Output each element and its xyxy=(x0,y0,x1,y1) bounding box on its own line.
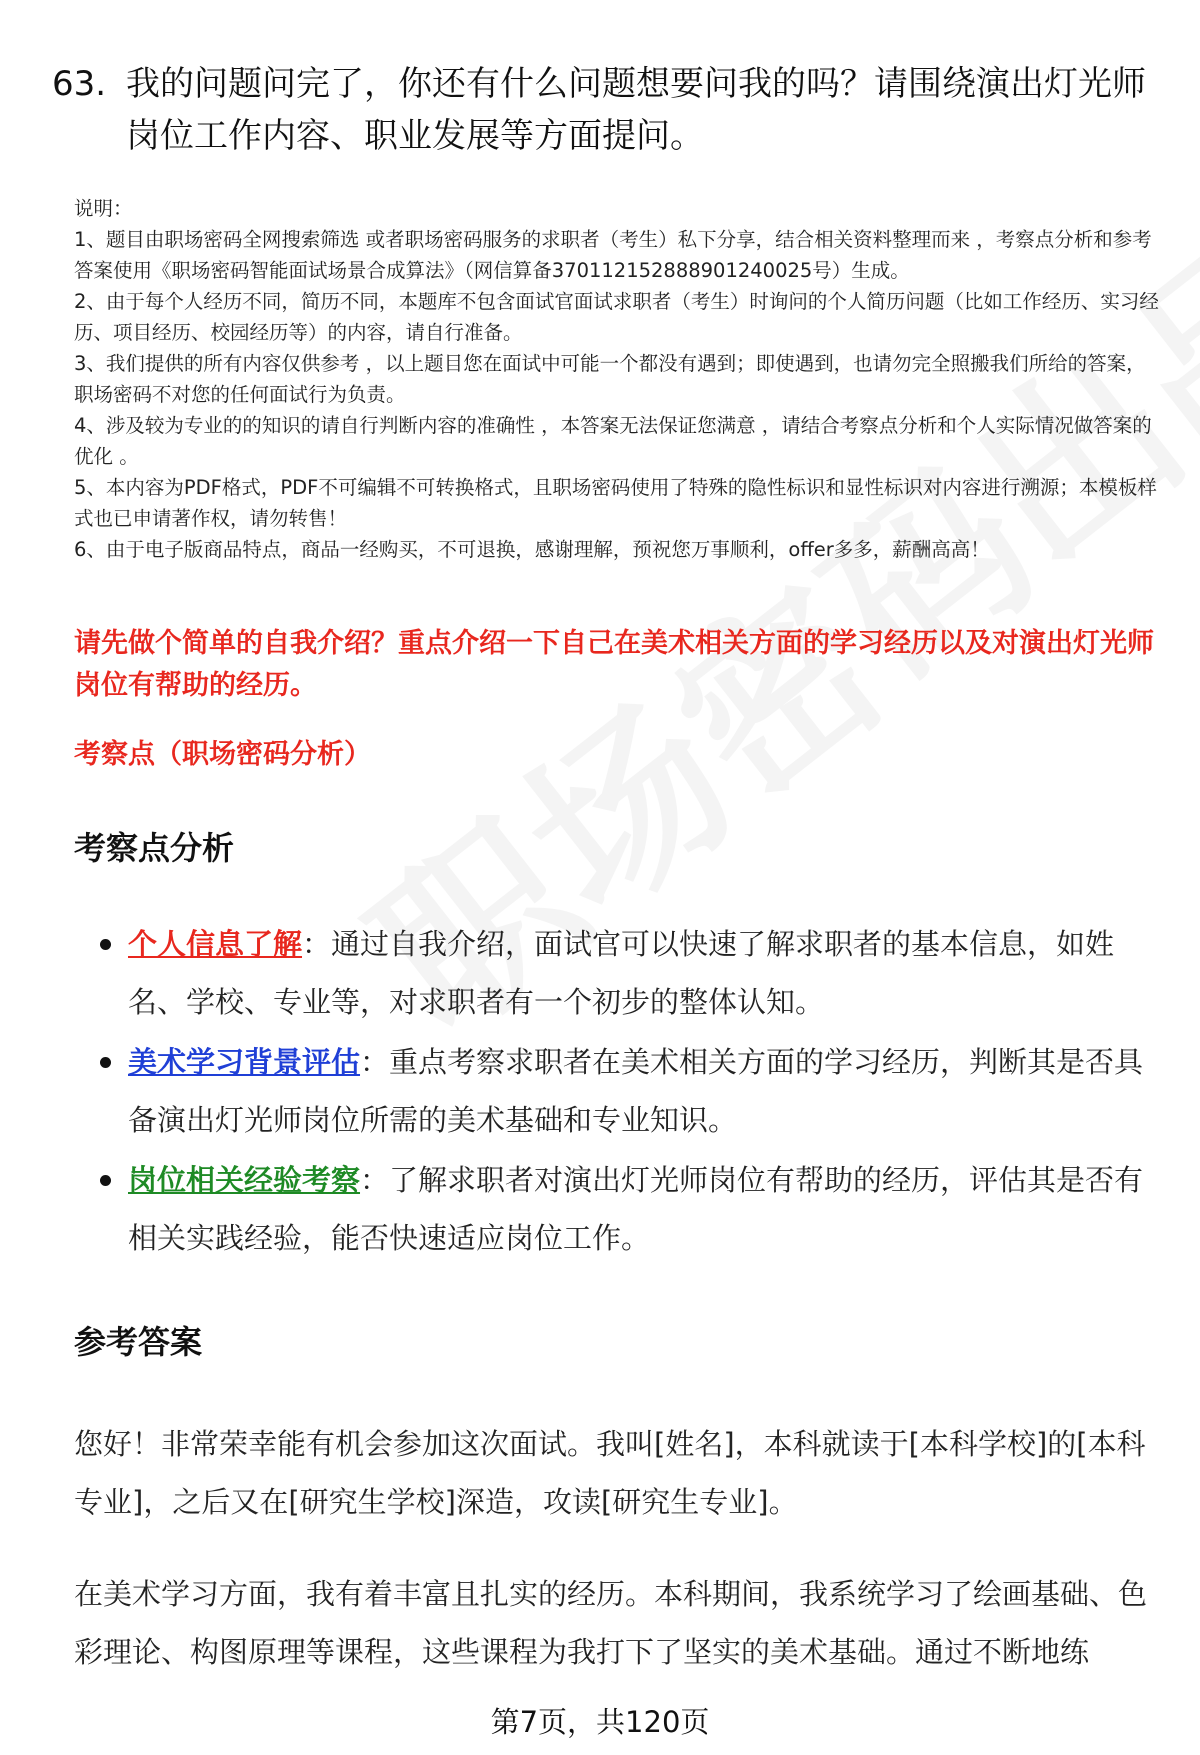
bullet-keyword: 个人信息了解 xyxy=(128,927,303,961)
list-item xyxy=(74,1151,1164,1267)
page-footer: 第7页，共120页 xyxy=(490,1705,710,1739)
note-item: 5、本内容为PDF格式，PDF不可编辑不可转换格式，且职场密码使用了特殊的隐性标识和显性标识对内容进行溯源；本模板样式也已申请著作权，请勿转售！ xyxy=(74,476,1157,530)
bullet-icon xyxy=(100,1175,111,1186)
note-item: 2、由于每个人经历不同，简历不同，本题库不包含面试官面试求职者（考生）时询问的个人简历问题（比如工作经历、实习经历、项目经历、校园经历等）的内容，请自行准备。 xyxy=(74,290,1159,344)
bullet-text: ：重点考察求职者在美术相关方面的学习经历，判断其是否具备演出灯光师岗位所需的美术基础和专业知识。 xyxy=(128,1045,1144,1137)
note-item: 6、由于电子版商品特点，商品一经购买，不可退换，感谢理解，预祝您万事顺利，offer多多，薪酬高高！ xyxy=(74,538,990,561)
section-heading-answer: 参考答案 xyxy=(74,1323,203,1361)
interview-question: 请先做个简单的自我介绍？重点介绍一下自己在美术相关方面的学习经历以及对演出灯光师岗位有帮助的经历。 xyxy=(74,628,1154,701)
notes-heading: 说明： xyxy=(74,197,133,220)
bullet-keyword: 美术学习背景评估 xyxy=(128,1045,361,1079)
note-item: 1、题目由职场密码全网搜索筛选 或者职场密码服务的求职者（考生）私下分享，结合相关资料整理而来 ，考察点分析和参考答案使用《职场密码智能面试场景合成算法》（网信算备370112152888901240025号）生成。 xyxy=(74,228,1152,282)
note-item: 4、涉及较为专业的的知识的请自行判断内容的准确性 ，本答案无法保证您满意 ，请结合考察点分析和个人实际情况做答案的优化 。 xyxy=(74,414,1152,468)
analysis-label: 考察点（职场密码分析） xyxy=(74,739,371,770)
list-item xyxy=(74,915,1164,1031)
bullet-icon xyxy=(100,1057,111,1068)
answer-paragraph: 您好！非常荣幸能有机会参加这次面试。我叫[姓名]，本科就读于[本科学校]的[本科专业]，之后又在[研究生学校]深造，攻读[研究生专业]。 xyxy=(74,1427,1146,1519)
list-item xyxy=(74,1033,1164,1149)
bullet-text: ：了解求职者对演出灯光师岗位有帮助的经历，评估其是否有相关实践经验，能否快速适应岗位工作。 xyxy=(128,1163,1144,1255)
disclaimer-notes xyxy=(74,193,1164,565)
analysis-list xyxy=(74,915,1164,1269)
note-item: 3、我们提供的所有内容仅供参考 ，以上题目您在面试中可能一个都没有遇到；即使遇到，也请勿完全照搬我们所给的答案，职场密码不对您的任何面试行为负责。 xyxy=(74,352,1146,406)
question-text: 我的问题问完了，你还有什么问题想要问我的吗？请围绕演出灯光师岗位工作内容、职业发展等方面提问。 xyxy=(126,64,1146,156)
bullet-text: ：通过自我介绍，面试官可以快速了解求职者的基本信息，如姓名、学校、专业等，对求职者有一个初步的整体认知。 xyxy=(128,927,1115,1019)
bullet-keyword: 岗位相关经验考察 xyxy=(128,1163,361,1197)
question-number: 63. xyxy=(52,64,107,104)
section-heading-analysis: 考察点分析 xyxy=(74,829,235,867)
answer-paragraph: 在美术学习方面，我有着丰富且扎实的经历。本科期间，我系统学习了绘画基础、色彩理论、构图原理等课程，这些课程为我打下了坚实的美术基础。通过不断地练 xyxy=(74,1577,1148,1669)
bullet-icon xyxy=(100,939,111,950)
question-heading xyxy=(52,58,1162,162)
